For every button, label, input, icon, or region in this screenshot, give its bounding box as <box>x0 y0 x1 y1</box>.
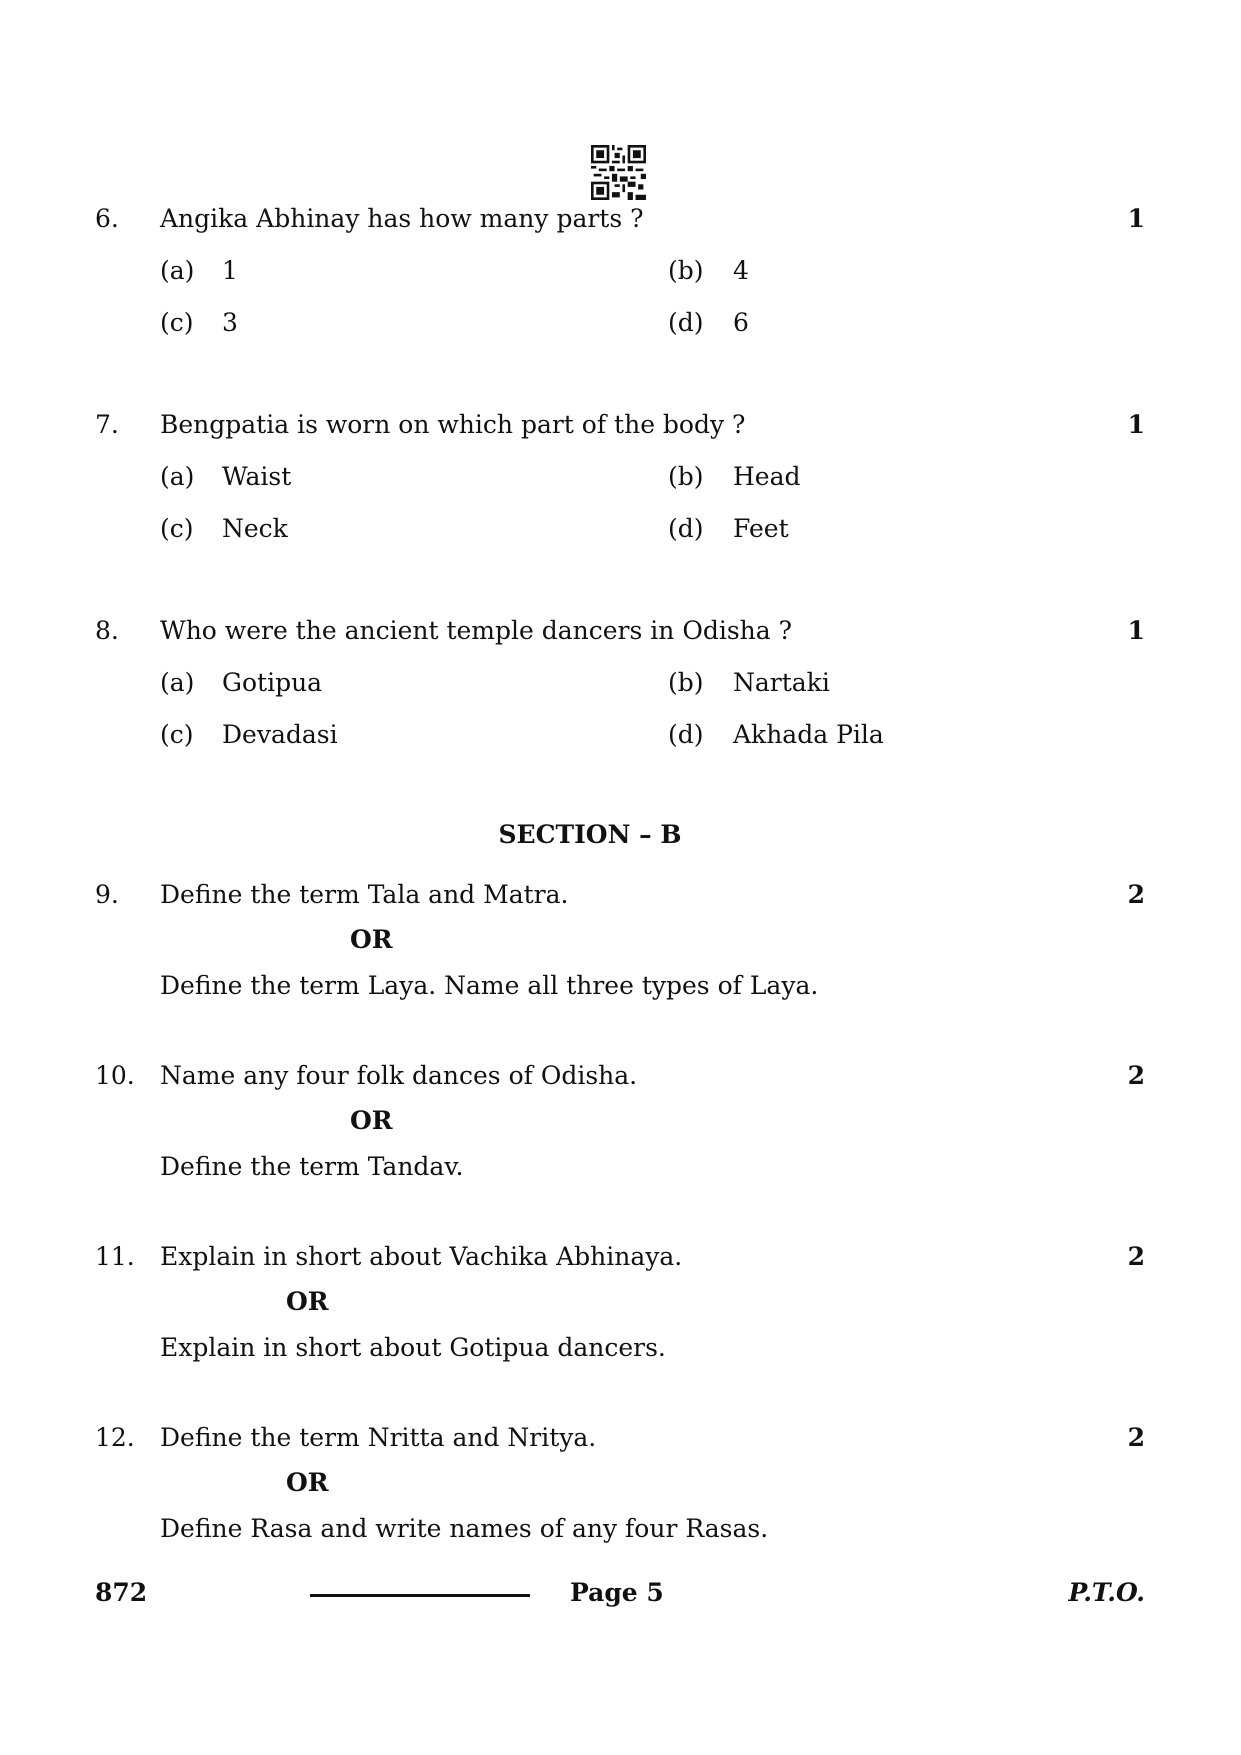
question-10-or: OR <box>350 1106 393 1135</box>
question-8-text: Who were the ancient temple dancers in Odisha ? <box>160 616 793 645</box>
question-11-alternative: Explain in short about Gotipua dancers. <box>160 1333 666 1362</box>
q6-option-c-value: 3 <box>222 308 238 337</box>
question-12-text: Define the term Nritta and Nritya. <box>160 1423 597 1452</box>
question-11-or: OR <box>286 1287 329 1316</box>
q7-option-a-label: (a) <box>160 462 195 491</box>
question-9-or: OR <box>350 925 393 954</box>
question-9-text: Define the term Tala and Matra. <box>160 880 569 909</box>
footer-rule <box>310 1594 530 1597</box>
q8-option-b-label: (b) <box>668 668 704 697</box>
q8-option-b-value: Nartaki <box>733 668 830 697</box>
q6-option-c-label: (c) <box>160 308 194 337</box>
q6-option-b-value: 4 <box>733 256 749 285</box>
q6-option-d-value: 6 <box>733 308 749 337</box>
q7-option-d-value: Feet <box>733 514 789 543</box>
q8-option-a-value: Gotipua <box>222 668 323 697</box>
q7-option-b-label: (b) <box>668 462 704 491</box>
question-6-text: Angika Abhinay has how many parts ? <box>160 204 644 233</box>
q6-option-d-label: (d) <box>668 308 704 337</box>
q8-option-c-value: Devadasi <box>222 720 338 749</box>
q8-option-d-label: (d) <box>668 720 704 749</box>
question-7-marks: 1 <box>1127 410 1145 439</box>
question-8-number: 8. <box>95 616 119 645</box>
question-12-or: OR <box>286 1468 329 1497</box>
question-11-number: 11. <box>95 1242 135 1271</box>
section-b-heading: SECTION – B <box>498 820 682 849</box>
question-8-marks: 1 <box>1127 616 1145 645</box>
question-11-text: Explain in short about Vachika Abhinaya. <box>160 1242 683 1271</box>
question-9-alternative: Define the term Laya. Name all three types of Laya. <box>160 971 819 1000</box>
question-12-marks: 2 <box>1127 1423 1145 1452</box>
question-6-marks: 1 <box>1127 204 1145 233</box>
q7-option-d-label: (d) <box>668 514 704 543</box>
question-9-number: 9. <box>95 880 119 909</box>
question-10-alternative: Define the term Tandav. <box>160 1152 464 1181</box>
question-6-number: 6. <box>95 204 119 233</box>
q7-option-b-value: Head <box>733 462 801 491</box>
q6-option-a-label: (a) <box>160 256 195 285</box>
question-10-marks: 2 <box>1127 1061 1145 1090</box>
q7-option-c-label: (c) <box>160 514 194 543</box>
footer-page-number: Page 5 <box>570 1578 664 1607</box>
q6-option-b-label: (b) <box>668 256 704 285</box>
q7-option-a-value: Waist <box>222 462 292 491</box>
question-12-alternative: Define Rasa and write names of any four Rasas. <box>160 1514 769 1543</box>
q8-option-d-value: Akhada Pila <box>733 720 884 749</box>
question-10-text: Name any four folk dances of Odisha. <box>160 1061 638 1090</box>
question-12-number: 12. <box>95 1423 135 1452</box>
footer-pto: P.T.O. <box>1068 1578 1145 1607</box>
q8-option-c-label: (c) <box>160 720 194 749</box>
q7-option-c-value: Neck <box>222 514 288 543</box>
question-10-number: 10. <box>95 1061 135 1090</box>
question-11-marks: 2 <box>1127 1242 1145 1271</box>
qr-code-icon <box>591 145 646 200</box>
question-7-text: Bengpatia is worn on which part of the body ? <box>160 410 746 439</box>
q8-option-a-label: (a) <box>160 668 195 697</box>
q6-option-a-value: 1 <box>222 256 238 285</box>
question-7-number: 7. <box>95 410 119 439</box>
question-9-marks: 2 <box>1127 880 1145 909</box>
footer-paper-code: 872 <box>95 1578 148 1607</box>
